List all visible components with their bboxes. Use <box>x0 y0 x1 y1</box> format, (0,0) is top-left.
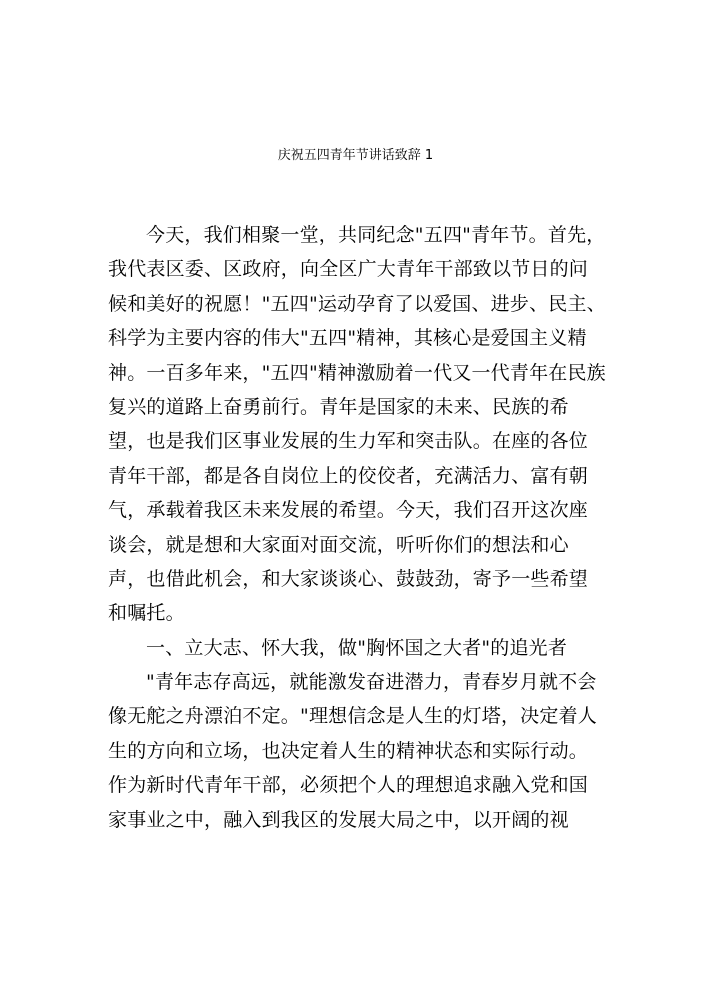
paragraph-line: 神。一百多年来，"五四"精神激励着一代又一代青年在民族 <box>108 361 606 384</box>
paragraph-line: 生的方向和立场，也决定着人生的精神状态和实际行动。 <box>108 739 589 762</box>
paragraph-line: "青年志存高远，就能激发奋进潜力，青春岁月就不会 <box>146 671 597 694</box>
paragraph-line: 谈会，就是想和大家面对面交流，听听你们的想法和心 <box>108 533 569 556</box>
paragraph-line: 像无舵之舟漂泊不定。"理想信念是人生的灯塔，决定着人 <box>108 705 597 728</box>
paragraph-line: 家事业之中，融入到我区的发展大局之中，以开阔的视 <box>108 808 569 831</box>
paragraph-line: 气，承载着我区未来发展的希望。今天，我们召开这次座 <box>108 499 589 522</box>
paragraph-line: 复兴的道路上奋勇前行。青年是国家的未来、民族的希 <box>108 395 569 418</box>
document-title: 庆祝五四青年节讲话致辞 1 <box>277 148 434 163</box>
paragraph-line: 作为新时代青年干部，必须把个人的理想追求融入党和国 <box>108 774 589 797</box>
paragraph-line: 望，也是我们区事业发展的生力军和突击队。在座的各位 <box>108 430 589 453</box>
paragraph-line: 科学为主要内容的伟大"五四"精神，其核心是爱国主义精 <box>108 327 587 350</box>
paragraph-line: 青年干部，都是各自岗位上的佼佼者，充满活力、富有朝 <box>108 464 589 487</box>
paragraph-line: 候和美好的祝愿！"五四"运动孕育了以爱国、进步、民主、 <box>108 292 606 315</box>
paragraph-line: 声，也借此机会，和大家谈谈心、鼓鼓劲，寄予一些希望 <box>108 567 589 590</box>
paragraph-line: 和嘱托。 <box>108 602 185 625</box>
section-heading: 一、立大志、怀大我，做"胸怀国之大者"的追光者 <box>146 636 568 659</box>
paragraph-line: 今天，我们相聚一堂，共同纪念"五四"青年节。首先， <box>146 224 606 246</box>
paragraph-line: 我代表区委、区政府，向全区广大青年干部致以节日的问 <box>108 258 589 281</box>
document-body <box>108 218 608 837</box>
